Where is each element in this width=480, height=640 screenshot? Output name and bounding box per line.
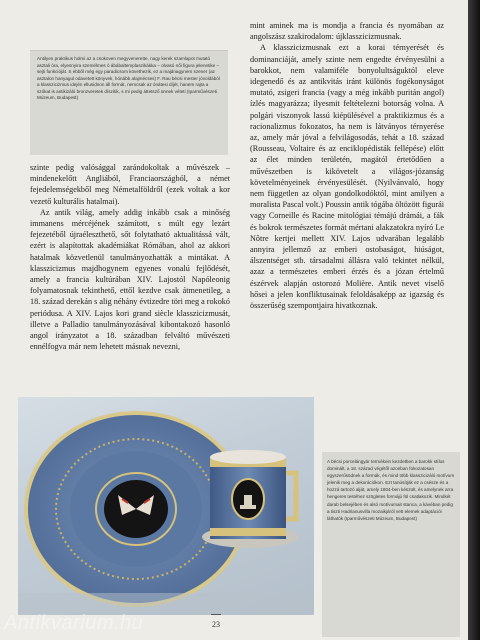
caption-top-text: Antilyen praktikus holmi az a csokoven megyvenerette, nagy kerek szamlapot mutató asztali óra, elyesnyira személmes ó ábábaltemplaszikákka – olvasó női figura jelenetike – sejti funkcióját. S ebből még egy paradicsom követhezik, ez a majdnagynem szener (az asztalon hanyagul odavetett könyvek, hónább alajmécses) F. Rau bécsi mester jóvoldából a klasszicizmus idején ellusidnon áll formát, nemcsak az ónátesi díjét, hanem rajta a szókat is antikizáló bronzveretek díszítik, s mi pedig áttetsző ünnek véteti (Iparművészeti Múzeum, Budapest) xyxy=(37,56,220,101)
folio-rule xyxy=(211,614,221,615)
caption-box-top xyxy=(30,50,228,155)
porcelain-cup-illustration xyxy=(18,397,314,615)
book-spine-shadow xyxy=(468,0,480,640)
page-number: 23 xyxy=(212,620,220,629)
left-paragraph-1: szinte pedig valósággal zarándokoltak a művészek – mindenekelőtt Angliából, Franciaországból, a német fejedelemségekből meg Németalföldről (ezek voltak a kor vezető kulturális hatalmai). xyxy=(30,163,230,206)
text-column-right xyxy=(250,20,444,311)
porcelain-cup-photo xyxy=(18,397,314,615)
cup-gold-band-bottom xyxy=(210,528,286,536)
caption-box-right xyxy=(322,452,460,637)
caption-right-text: A bécsi porcelángyár termékein kezdetben a barokk stílus dominált, a 18. század végétől azonban fokozatosan egyszerűsödnek a formák, és mind több klasszicizáló motívum jelenik meg a dekorációkon. Ezt tanúsítják ez a csésze és a hozzá tartozó alját, amely 1804-ben készült, és amelynek arra hengeres testéhez szögletes formájú fül csatlakozik. Mindkét darab belsejében és alsó motívumait stanca, a kávéban pedig a tiszti Hadrianusvilla mozaikjáról vett elemek adaptációi láthatók (Iparművészeti Múzeum, Budapest) xyxy=(327,459,455,521)
cup-rim xyxy=(210,450,286,464)
right-paragraph-2: A klasszicizmusnak ezt a korai térnyerését és dominanciáját, amely szinte nem engedte érvényesülni a barokkot, nem valamiféle bonyolultságuktól eleve idegenedő és az antikvitás iránt különös fogékonyságot mutató, zsigeri francia (vagy a még inkább puritán angol) ízlés magyarázza; ilyesmit feltételezni botorság volna. A polgári viszonyok lassú kiépülésével a praktikizmus és a racionalizmus fokozatos, ha nem is látványos térnyerése az, amely már jóval a felvilágosodás, tehát a 18. század (Rousseau, Voltaire és az enciklopédisták fellépése) előtt az élet minden területén, magától értetődően a művészetben is kikövetelt a világos-józanság követelményeinek érvényesülését. (Nyilvánvaló, hogy nem független az olyan gondolkodóktól, mint amilyen a moralista Pascal volt.) Poussin antik tógába öltözött figurái vagy Corneille és Racine mitológiai témájú drámái, a fák és bokrok természetes formát mértani alakzatokra nyíró Le Nôtre kertjei mellett XIV. Lajos udvarában legalább annyira jellemző az emberi ostobaságot, hiúságot, álszentséget stb. társadalmi állásra való tekintet nélkül, azaz a természetes emberi érzés és a józan értelmű észérvek alapján ostorozó Molière. Antik nevet viselő hősei a jelen konfliktusainak feloldásaképp az igazság és összerűség szempontjaira hivatkoznak. xyxy=(250,43,444,311)
text-column-left xyxy=(30,162,230,352)
watermark: Antikvarium.hu xyxy=(4,612,144,634)
left-paragraph-2: Az antik világ, amely addig inkább csak a minőség immanens mércéjének számított, s múlt egy lezárt fejezetéből újraéleszthető, sőt folytatható aktualitássá vált, ezért is alapítottak akadémiákat Rómában, ahol az akkori hatalmak közvetlenül tanulmányozhatták a mintákat. A klasszicizmus majdhogynem egyenes vonalú fejlődését, amely a francia kultúrában XIV. Lajostól Napóleonig folyamatosnak tekinthető, ettől kezdve csak átmenetileg, a 18. század derekán s alig néhány évtizedre töri meg a rokokó periódusa. A XIV. Lajos kori grand siècle klasszicizmusát, illetve a Palladio tanulmányozásával kibontakozó hasonló angol irányzatot a 18. században felváltó művészeti ennélfogva már nem lehetett másnak nevezni, xyxy=(30,207,230,352)
right-paragraph-1: mint aminek ma is mondja a francia és nyomában az angolszász szakirodalom: újklasszicizmusnak. xyxy=(250,21,444,42)
cup-handle xyxy=(286,473,296,519)
